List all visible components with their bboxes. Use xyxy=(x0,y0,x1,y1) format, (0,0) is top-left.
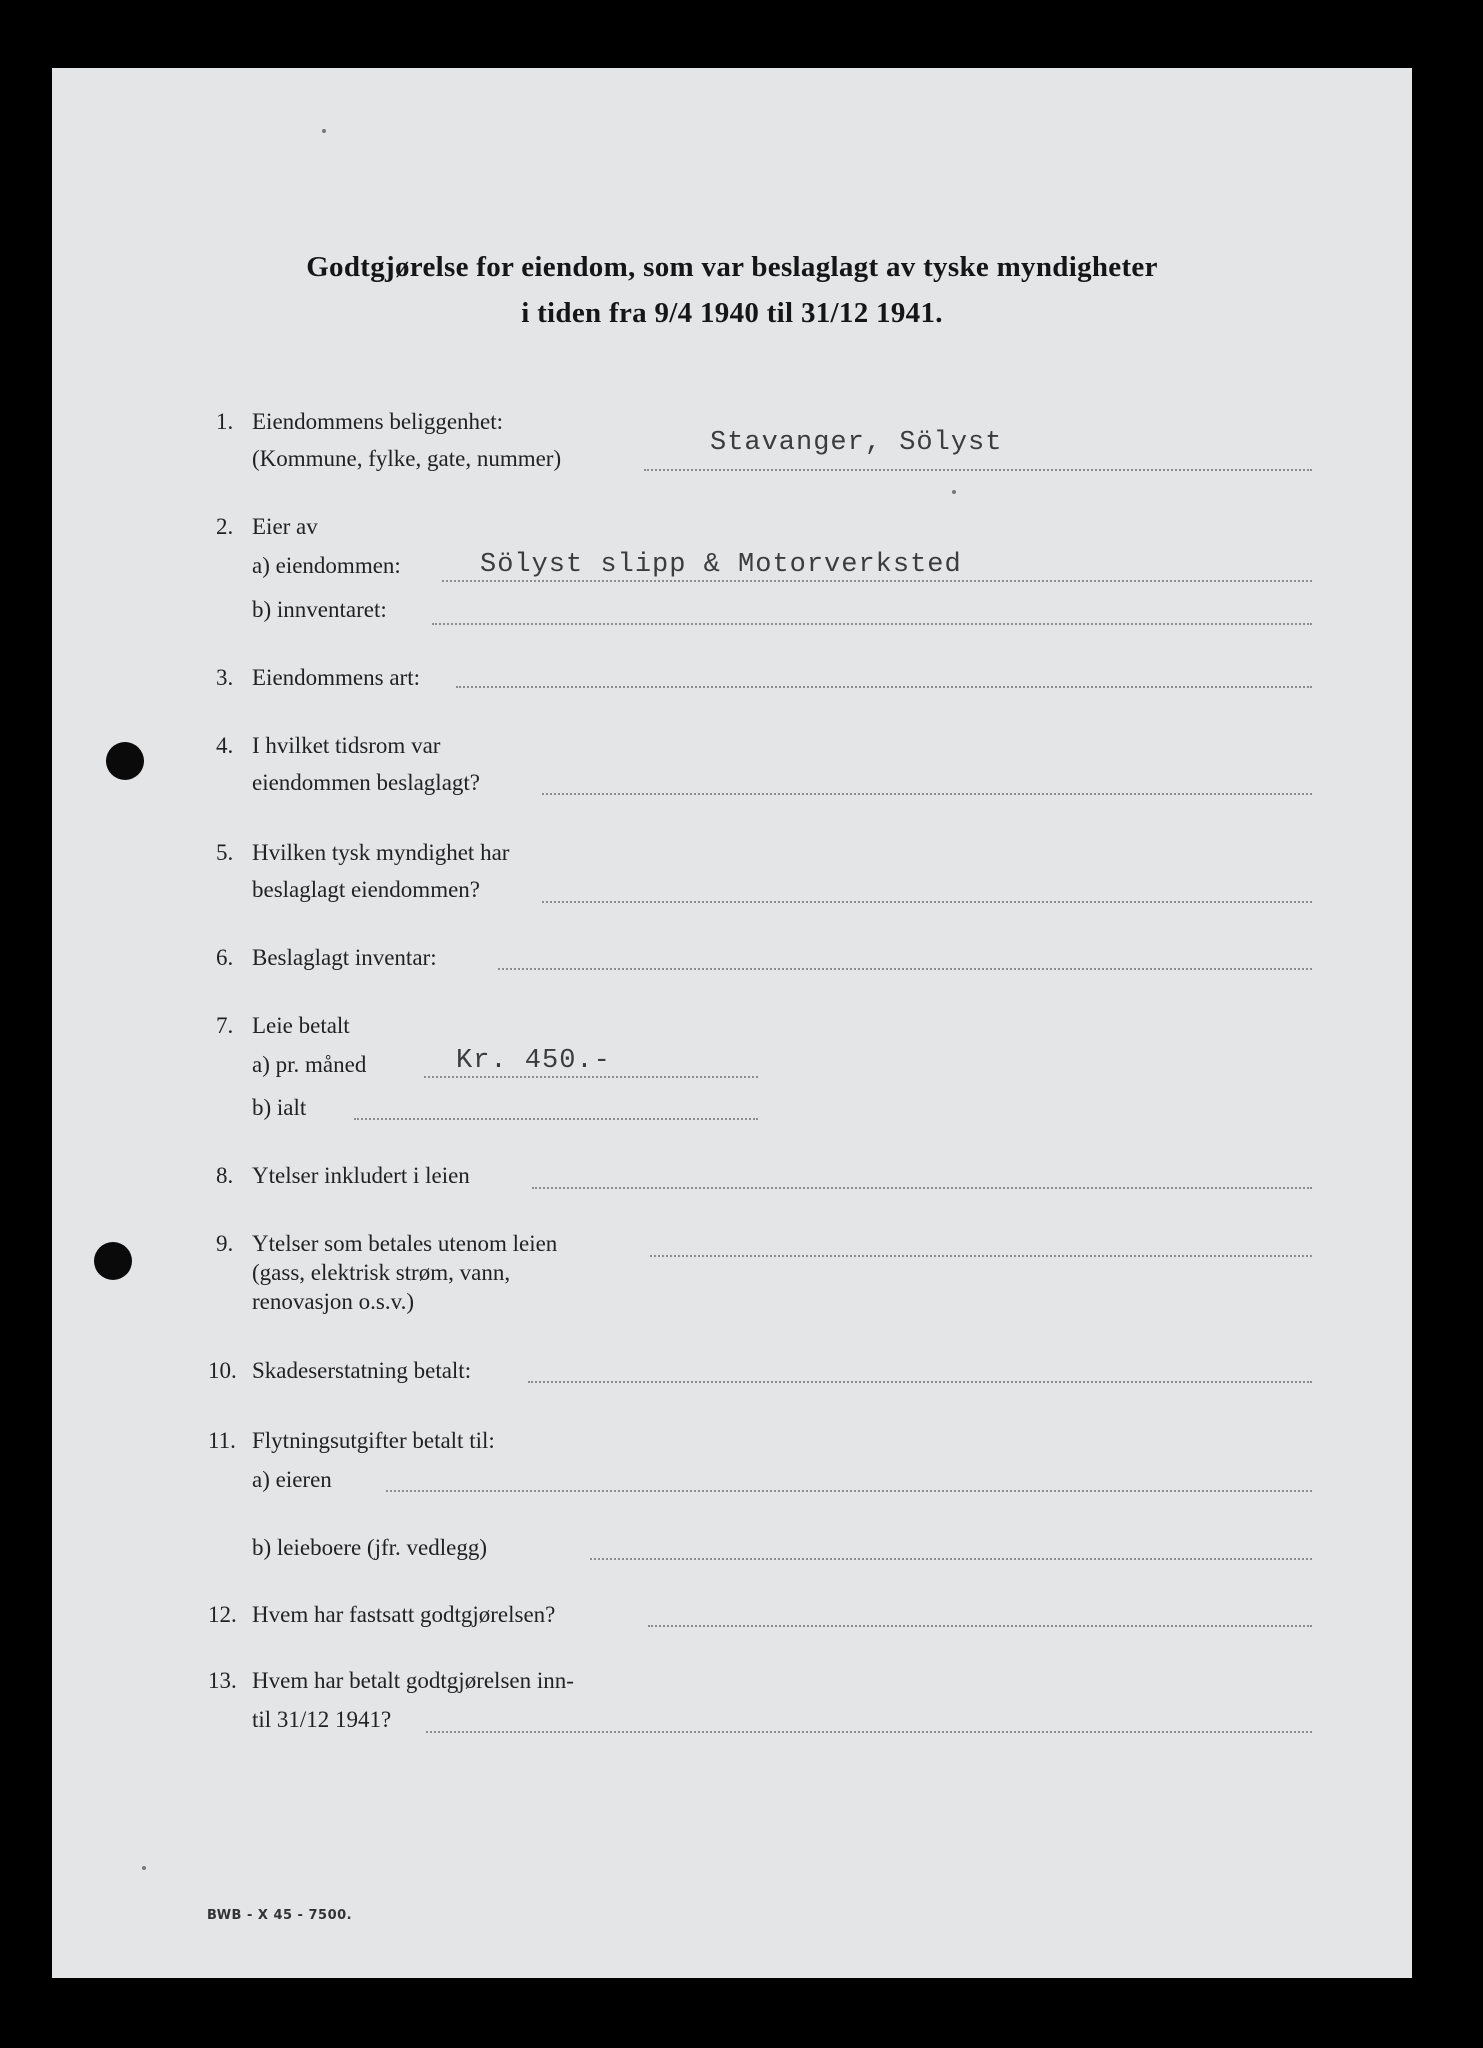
item-7-label: Leie betalt xyxy=(252,1013,350,1038)
item-2a-value[interactable]: Sölyst slipp & Motorverksted xyxy=(480,550,962,580)
item-6-label: Beslaglagt inventar: xyxy=(252,945,437,970)
item-7-number: 7. xyxy=(216,1013,234,1038)
item-7a-value[interactable]: Kr. 450.- xyxy=(456,1046,611,1076)
item-8-label: Ytelser inkludert i leien xyxy=(252,1163,470,1188)
item-11b-field-line[interactable] xyxy=(590,1558,1312,1560)
item-1-field-line[interactable] xyxy=(644,469,1312,471)
item-9-label-sub-2: renovasjon o.s.v.) xyxy=(252,1289,415,1314)
item-1-label-sub: (Kommune, fylke, gate, nummer) xyxy=(252,446,562,471)
item-5-field-line[interactable] xyxy=(542,901,1312,903)
item-2-number: 2. xyxy=(216,514,234,539)
item-2-label: Eier av xyxy=(252,514,318,539)
item-2b-label: b) innventaret: xyxy=(252,597,387,622)
form-title xyxy=(52,244,1412,336)
item-9-field-line[interactable] xyxy=(650,1255,1312,1257)
item-5-number: 5. xyxy=(216,840,234,865)
item-5-label-sub: beslaglagt eiendommen? xyxy=(252,877,481,902)
item-1-value[interactable]: Stavanger, Sölyst xyxy=(710,428,1003,458)
item-13-field-line[interactable] xyxy=(426,1731,1312,1733)
punch-hole-upper xyxy=(106,742,144,780)
item-11a-field-line[interactable] xyxy=(386,1490,1312,1492)
item-6-field-line[interactable] xyxy=(498,968,1312,970)
item-11-label: Flytningsutgifter betalt til: xyxy=(252,1428,495,1453)
item-7b-field-line[interactable] xyxy=(354,1118,758,1120)
item-11-number: 11. xyxy=(208,1428,236,1453)
item-4-field-line[interactable] xyxy=(542,793,1312,795)
item-12-number: 12. xyxy=(208,1602,237,1627)
item-5-label: Hvilken tysk myndighet har xyxy=(252,840,510,865)
item-12-label: Hvem har fastsatt godtgjørelsen? xyxy=(252,1602,556,1627)
item-8-number: 8. xyxy=(216,1163,234,1188)
item-13-number: 13. xyxy=(208,1668,237,1693)
item-9-number: 9. xyxy=(216,1231,234,1256)
item-11b-label: b) leieboere (jfr. vedlegg) xyxy=(252,1535,487,1560)
item-4-label-sub: eiendommen beslaglagt? xyxy=(252,770,481,795)
item-4-number: 4. xyxy=(216,733,234,758)
item-7a-label: a) pr. måned xyxy=(252,1052,367,1077)
form-title-line-1: Godtgjørelse for eiendom, som var beslaglagt av tyske myndigheter xyxy=(306,251,1158,283)
item-2b-field-line[interactable] xyxy=(432,623,1312,625)
item-10-number: 10. xyxy=(208,1358,237,1383)
form-code-footer: BWB - X 45 - 7500. xyxy=(207,1908,353,1923)
item-13-label-sub: til 31/12 1941? xyxy=(252,1707,392,1732)
paper-speck xyxy=(142,1866,146,1870)
item-7b-label: b) ialt xyxy=(252,1095,307,1120)
paper-speck xyxy=(322,129,326,133)
item-10-field-line[interactable] xyxy=(528,1381,1312,1383)
item-3-field-line[interactable] xyxy=(456,686,1312,688)
item-4-label: I hvilket tidsrom var xyxy=(252,733,441,758)
item-3-label: Eiendommens art: xyxy=(252,665,420,690)
form-page xyxy=(52,68,1412,1978)
item-8-field-line[interactable] xyxy=(532,1187,1312,1189)
item-13-label: Hvem har betalt godtgjørelsen inn- xyxy=(252,1668,574,1693)
item-7a-field-line[interactable] xyxy=(424,1076,758,1078)
item-12-field-line[interactable] xyxy=(648,1625,1312,1627)
item-1-label: Eiendommens beliggenhet: xyxy=(252,409,504,434)
item-6-number: 6. xyxy=(216,945,234,970)
form-title-line-2: i tiden fra 9/4 1940 til 31/12 1941. xyxy=(521,297,943,329)
item-2a-field-line[interactable] xyxy=(442,580,1312,582)
item-2a-label: a) eiendommen: xyxy=(252,553,401,578)
item-1-number: 1. xyxy=(216,409,234,434)
punch-hole-lower xyxy=(94,1242,132,1280)
paper-speck xyxy=(952,490,956,494)
item-9-label: Ytelser som betales utenom leien xyxy=(252,1231,558,1256)
item-11a-label: a) eieren xyxy=(252,1467,332,1492)
item-9-label-sub: (gass, elektrisk strøm, vann, xyxy=(252,1260,511,1285)
item-3-number: 3. xyxy=(216,665,234,690)
item-10-label: Skadeserstatning betalt: xyxy=(252,1358,472,1383)
